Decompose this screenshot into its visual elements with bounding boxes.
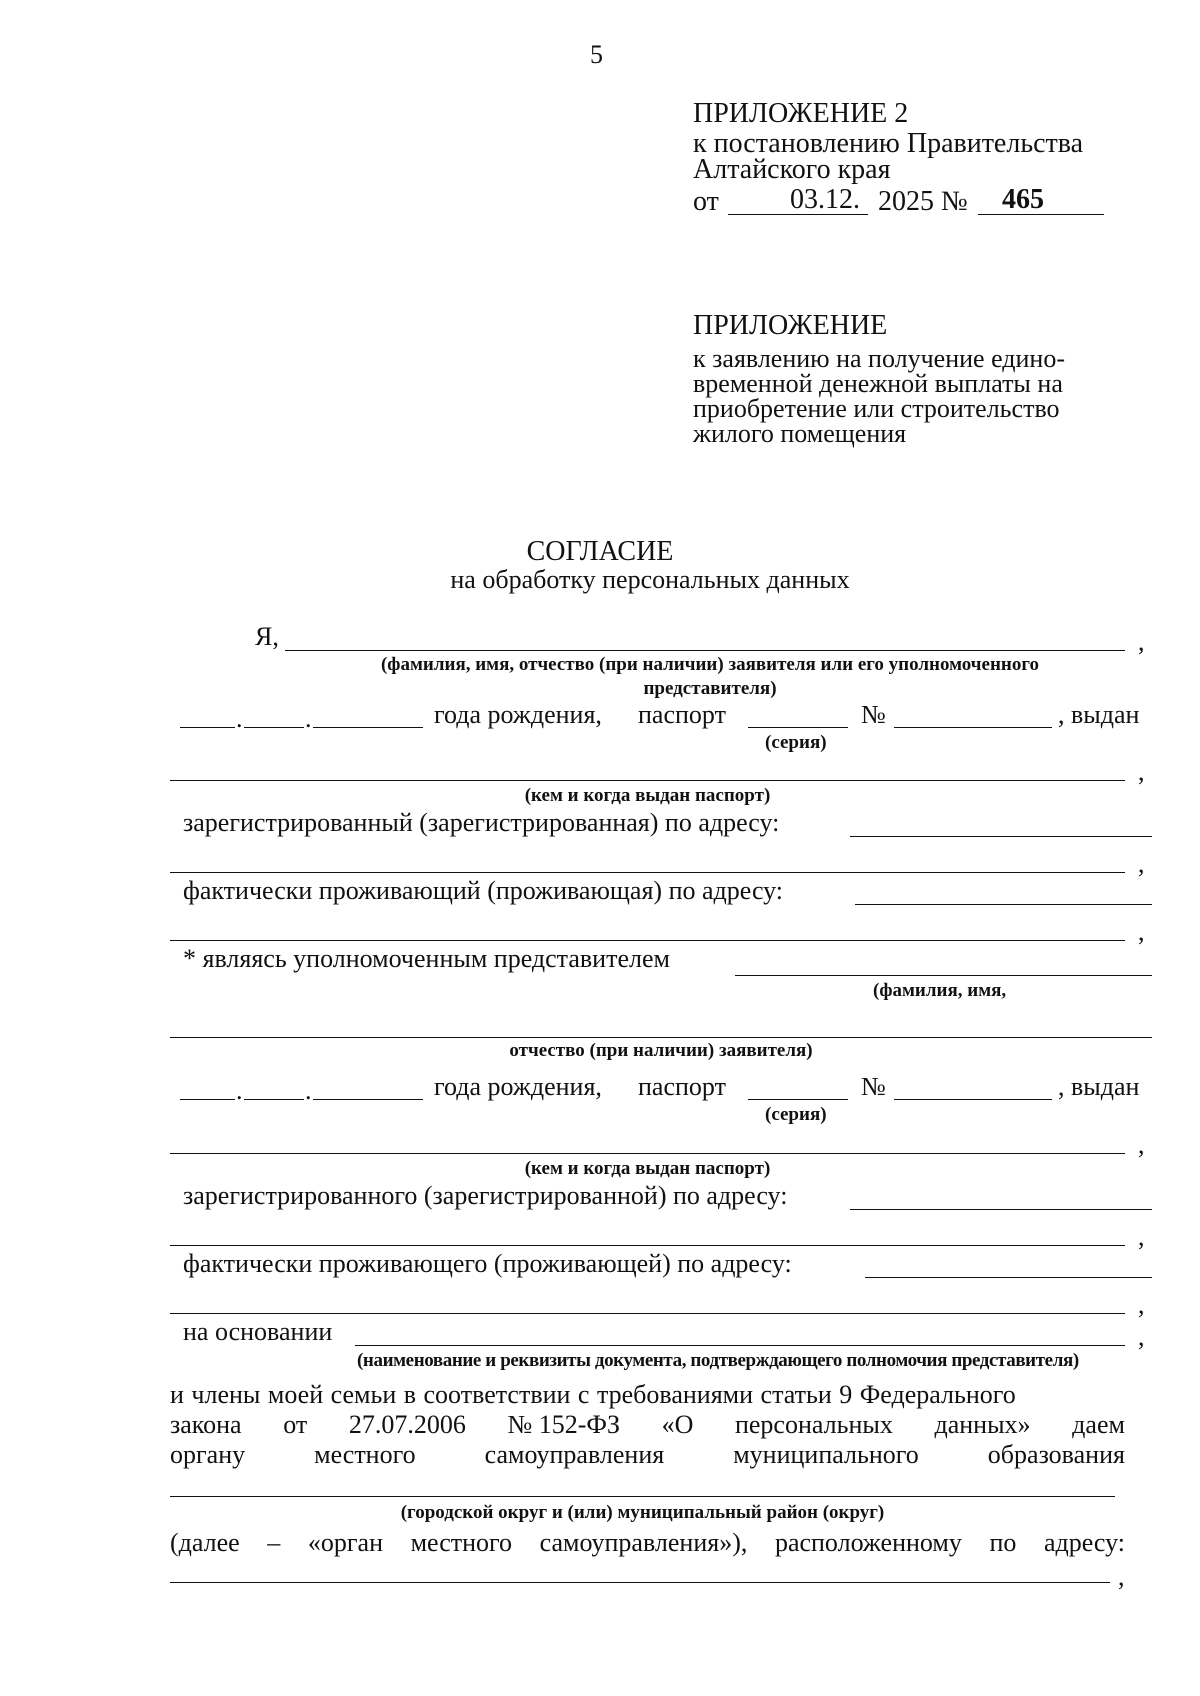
birth-label: года рождения, (434, 700, 602, 729)
comma: , (1138, 917, 1145, 946)
dot-separator: . (305, 704, 312, 733)
living-label: фактически проживающий (проживающая) по адресу: (183, 876, 784, 905)
body-word: местного (410, 1528, 513, 1557)
body-line-4 (170, 1528, 1125, 1558)
registered-label: зарегистрированный (зарегистрированная) по адресу: (183, 808, 780, 837)
fio-field-line[interactable] (285, 650, 1125, 651)
representative-name-field[interactable] (735, 975, 1152, 976)
rep-issued-by-field[interactable] (170, 1153, 1125, 1154)
body-word: (далее (170, 1528, 240, 1557)
series-caption: (серия) (765, 1104, 827, 1125)
comma: , (1138, 627, 1145, 656)
living-address-field-2[interactable] (170, 940, 1125, 941)
ya-label: Я, (255, 622, 279, 651)
body-word: самоуправления»), (539, 1528, 748, 1557)
passport-series-field[interactable] (748, 727, 848, 728)
registered-address-field[interactable] (850, 836, 1152, 837)
birth-day-field[interactable] (180, 727, 235, 728)
body-word: муниципального (733, 1440, 919, 1469)
appendix2-date: 03.12. (790, 184, 860, 215)
rep-caption: (фамилия, имя, (873, 980, 1007, 1001)
rep-living-address-field[interactable] (865, 1277, 1152, 1278)
comma: , (1138, 1222, 1145, 1251)
birth-year-field[interactable] (313, 727, 423, 728)
series-caption: (серия) (765, 732, 827, 753)
registered-address-field-2[interactable] (170, 872, 1125, 873)
comma: , (1138, 757, 1145, 786)
birth-label: года рождения, (434, 1072, 602, 1101)
comma: , (1138, 849, 1145, 878)
appendix2-from-label: от (693, 186, 719, 217)
passport-label: паспорт (638, 1072, 726, 1101)
body-word: по (989, 1528, 1017, 1557)
body-word: образования (987, 1440, 1125, 1469)
representative-label: * являясь уполномоченным представителем (183, 944, 670, 973)
basis-field[interactable] (355, 1345, 1125, 1346)
rep-registered-address-field-2[interactable] (170, 1245, 1125, 1246)
body-line-3 (170, 1440, 1125, 1470)
issued-caption: (кем и когда выдан паспорт) (524, 1158, 771, 1179)
body-word: № 152-ФЗ (507, 1410, 620, 1439)
number-sign: № (861, 700, 886, 729)
rep-registered-label: зарегистрированного (зарегистрированной) по адресу: (183, 1181, 788, 1210)
appendix-line: временной денежной выплаты на (693, 369, 1063, 398)
comma: , (1138, 1290, 1145, 1319)
rep-birth-month-field[interactable] (244, 1099, 304, 1100)
comma: , (1138, 1130, 1145, 1159)
body-line-2 (170, 1410, 1125, 1440)
page-number: 5 (590, 40, 603, 69)
body-word: местного (314, 1440, 416, 1469)
issued-label: , выдан (1058, 700, 1140, 729)
fio-caption: (фамилия, имя, отчество (при наличии) заявителя или его уполномоченного (380, 654, 1040, 675)
appendix2-line2: Алтайского края (693, 154, 891, 185)
appendix2-year: 2025 № (878, 186, 968, 217)
municipality-caption: (городской округ и (или) муниципальный район (округ) (400, 1502, 885, 1523)
basis-caption: (наименование и реквизиты документа, подтверждающего полномочия представителя) (357, 1350, 1079, 1371)
fio-caption: представителя) (643, 678, 777, 699)
body-word: «орган (307, 1528, 383, 1557)
rep-passport-series-field[interactable] (748, 1099, 848, 1100)
issued-caption: (кем и когда выдан паспорт) (524, 785, 771, 806)
appendix-line: приобретение или строительство (693, 394, 1060, 423)
rep-living-label: фактически проживающего (проживающей) по адресу: (183, 1249, 792, 1278)
appendix-line: жилого помещения (693, 419, 907, 448)
issued-by-field[interactable] (170, 780, 1125, 781)
living-address-field[interactable] (855, 904, 1152, 905)
representative-name-field-2[interactable] (170, 1037, 1152, 1038)
dot-separator: . (236, 704, 243, 733)
rep-caption: отчество (при наличии) заявителя) (509, 1040, 813, 1061)
appendix-title: ПРИЛОЖЕНИЕ (693, 310, 888, 341)
authority-address-field[interactable] (170, 1582, 1110, 1583)
body-word: 27.07.2006 (348, 1410, 466, 1439)
consent-subtitle: на обработку персональных данных (450, 565, 850, 594)
body-word: адресу: (1043, 1528, 1125, 1557)
appendix-line: к заявлению на получение едино- (693, 344, 1065, 373)
appendix2-number: 465 (1002, 184, 1044, 215)
birth-month-field[interactable] (244, 727, 304, 728)
body-word: самоуправления (484, 1440, 665, 1469)
comma: , (1118, 1562, 1125, 1591)
basis-label: на основании (183, 1317, 333, 1346)
rep-passport-number-field[interactable] (894, 1099, 1052, 1100)
dot-separator: . (236, 1076, 243, 1105)
body-word: даем (1072, 1410, 1125, 1439)
body-word: персональных (734, 1410, 893, 1439)
body-word: данных» (934, 1410, 1031, 1439)
appendix2-title: ПРИЛОЖЕНИЕ 2 (693, 98, 909, 129)
body-word: – (267, 1528, 281, 1557)
appendix2-line1: к постановлению Правительства (693, 128, 1084, 159)
body-word: расположенному (774, 1528, 962, 1557)
body-word: от (283, 1410, 308, 1439)
issued-label: , выдан (1058, 1072, 1140, 1101)
dot-separator: . (305, 1076, 312, 1105)
body-line-1: и члены моей семьи в соответствии с требованиями статьи 9 Федерального (170, 1380, 1016, 1409)
rep-birth-year-field[interactable] (313, 1099, 423, 1100)
passport-label: паспорт (638, 700, 726, 729)
consent-title: СОГЛАСИЕ (526, 536, 674, 567)
comma: , (1138, 1322, 1145, 1351)
rep-birth-day-field[interactable] (180, 1099, 235, 1100)
body-word: «О (661, 1410, 694, 1439)
body-word: органу (170, 1440, 246, 1469)
rep-registered-address-field[interactable] (850, 1209, 1152, 1210)
municipality-field[interactable] (170, 1496, 1115, 1497)
number-sign: № (861, 1072, 886, 1101)
rep-living-address-field-2[interactable] (170, 1313, 1125, 1314)
passport-number-field[interactable] (894, 727, 1052, 728)
body-word: закона (170, 1410, 242, 1439)
